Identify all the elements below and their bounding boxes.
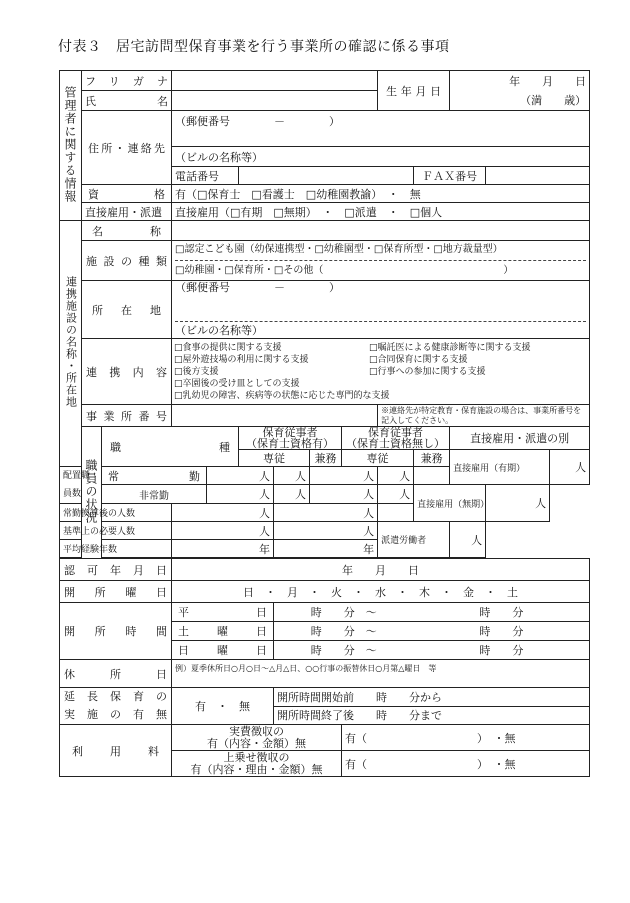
approval-date-value[interactable]: 年 月 日: [172, 559, 590, 581]
unqualified-full-parttime[interactable]: 人: [310, 485, 378, 504]
weekday-to[interactable]: 時 分: [414, 603, 590, 622]
cooperation-options[interactable]: □食事の提供に関する支援 □屋外遊技場の利用に関する支援 □後方支援 □嘱託医による健康診断等に関する支援 □合同保育に関する支援 □行事への参加に関する支援 □卒園後の受け皿としての支援 □乳幼児の障害、疾病等の状態に応じた専門的な支援: [172, 339, 590, 405]
qualified-fte[interactable]: 人: [172, 504, 274, 522]
job-type-label: 職種: [102, 427, 239, 467]
unqualified-required[interactable]: 人: [274, 522, 378, 540]
parttime-label: 非常勤: [102, 485, 207, 504]
open-days-value[interactable]: 日 ・ 月 ・ 火 ・ 水 ・ 木 ・ 金 ・ 土: [172, 581, 590, 603]
direct-fixed-count[interactable]: 人: [550, 450, 590, 485]
fax-label: ＦＡＸ番号: [414, 167, 486, 185]
qualified-full-header: 専従: [239, 450, 310, 467]
qualified-full-fulltime[interactable]: 人: [207, 467, 274, 485]
name-label: 氏名: [82, 91, 172, 111]
furigana-label: フリガナ: [82, 71, 172, 91]
page-title: 付表３ 居宅訪問型保育事業を行う事業所の確認に係る事項: [58, 39, 450, 55]
birth-date-label: 生年月日: [378, 71, 450, 111]
qualification-label: 資格: [82, 185, 172, 203]
required-label: 基準上の必要人数: [60, 522, 172, 540]
office-number-label: 事業所番号: [82, 405, 172, 427]
qualified-required[interactable]: 人: [172, 522, 274, 540]
sunday-label: 日曜日: [172, 641, 274, 660]
weekday-label: 平日: [172, 603, 274, 622]
facility-address-field[interactable]: （郵便番号 － ） （ビルの名称等）: [172, 281, 590, 339]
extra-charge-label: 上乗せ徴収の 有（内容・理由・金額）無: [172, 751, 342, 777]
cooperation-label: 連携内容: [82, 339, 172, 405]
address-label: 住所・連絡先: [82, 111, 172, 185]
qualification-options[interactable]: 有（□保育士 □看護士 □幼稚園教諭） ・ 無: [172, 185, 590, 203]
age-value[interactable]: （満 歳）: [450, 91, 590, 111]
avg-experience-label: 平均経験年数: [60, 540, 172, 558]
staff-section-label: 職員の状況: [82, 427, 102, 559]
office-number-boxes[interactable]: [172, 405, 378, 427]
saturday-label: 土曜日: [172, 622, 274, 641]
direct-open-count[interactable]: 人: [486, 485, 550, 522]
phone-field[interactable]: [239, 167, 414, 185]
approval-date-label: 認可年月日: [60, 559, 172, 581]
employment-label: 直接雇用・派遣: [82, 203, 172, 221]
unqualified-part-parttime[interactable]: 人: [378, 485, 414, 504]
saturday-from[interactable]: 時 分 ～: [274, 622, 414, 641]
actual-cost-value[interactable]: 有（ ） ・無: [342, 725, 590, 751]
facility-name-field[interactable]: [172, 221, 590, 241]
facility-section-label: 連携施設の名称・所在地: [60, 221, 82, 467]
qualified-part-fulltime[interactable]: 人: [274, 467, 310, 485]
extended-before[interactable]: 開所時間開始前 時 分から: [274, 688, 590, 707]
furigana-field[interactable]: [172, 71, 378, 91]
office-number-note: ※連絡先が特定教育・保育施設の場合は、事業所番号を記入してください。: [378, 405, 590, 427]
facility-location-label: 所在地: [82, 281, 172, 339]
unqualified-staff-header: 保育従事者 （保育士資格無し）: [342, 427, 450, 450]
phone-label: 電話番号: [172, 167, 239, 185]
open-days-label: 開所曜日: [60, 581, 172, 603]
building-field[interactable]: （ビルの名称等）: [172, 147, 590, 167]
dispatch-count[interactable]: 人: [450, 522, 486, 558]
unqualified-part-fulltime[interactable]: 人: [378, 467, 414, 485]
extended-care-label: 延長保育の 実施の有無: [60, 688, 172, 725]
birth-date-value[interactable]: 年 月 日: [450, 71, 590, 91]
unqualified-part-header: 兼務: [414, 450, 450, 467]
qualified-part-parttime[interactable]: 人: [274, 485, 310, 504]
unqualified-full-header: 専従: [342, 450, 414, 467]
extra-charge-value[interactable]: 有（ ） ・無: [342, 751, 590, 777]
saturday-to[interactable]: 時 分: [414, 622, 590, 641]
confirmation-form-table: [59, 70, 590, 777]
dispatch-label: 派遣労働者: [378, 522, 450, 558]
actual-cost-label: 実費徴収の 有（内容・金額）無: [172, 725, 342, 751]
fax-field[interactable]: [486, 167, 590, 185]
holidays-label: 休所日: [60, 660, 172, 688]
facility-type-label: 施設の種類: [82, 241, 172, 281]
sunday-to[interactable]: 時 分: [414, 641, 590, 660]
direct-open-label: 直接雇用（無期）: [414, 485, 486, 522]
qualified-staff-header: 保育従事者 （保育士資格有）: [239, 427, 342, 450]
direct-fixed-label: 直接雇用（有期）: [450, 450, 550, 485]
weekday-from[interactable]: 時 分 ～: [274, 603, 414, 622]
qualified-avg-experience[interactable]: 年: [172, 540, 274, 558]
employment-type-header: 直接雇用・派遣の別: [450, 427, 590, 450]
placed-staff-label: 配置職 員数: [60, 467, 82, 504]
postal-code-field[interactable]: （郵便番号 － ）: [172, 111, 590, 147]
employment-options[interactable]: 直接雇用（□有期 □無期） ・ □派遣 ・ □個人: [172, 203, 590, 221]
unqualified-avg-experience[interactable]: 年: [274, 540, 378, 558]
fulltime-label: 常勤: [102, 467, 207, 485]
name-field[interactable]: [172, 91, 378, 111]
qualified-full-parttime[interactable]: 人: [207, 485, 274, 504]
fte-label: 常勤換算後の人数: [60, 504, 172, 522]
holidays-value[interactable]: 例）夏季休所日○月○日～△月△日、○○行事の振替休日○月第△曜日 等: [172, 660, 590, 688]
unqualified-fte[interactable]: 人: [274, 504, 378, 522]
qualified-part-header: 兼務: [310, 450, 342, 467]
fees-label: 利用料: [60, 725, 172, 777]
open-hours-label: 開所時間: [60, 603, 172, 660]
facility-name-label: 名称: [82, 221, 172, 241]
sunday-from[interactable]: 時 分 ～: [274, 641, 414, 660]
extended-care-value[interactable]: 有 ・ 無: [172, 688, 274, 725]
unqualified-full-fulltime[interactable]: 人: [310, 467, 378, 485]
facility-type-options[interactable]: □認定こども園（幼保連携型・□幼稚園型・□保育所型・□地方裁量型） □幼稚園・□保育所・□その他（ ）: [172, 241, 590, 281]
manager-section-label: 管理者に関する情報: [60, 71, 82, 221]
extended-after[interactable]: 開所時間終了後 時 分まで: [274, 706, 590, 725]
